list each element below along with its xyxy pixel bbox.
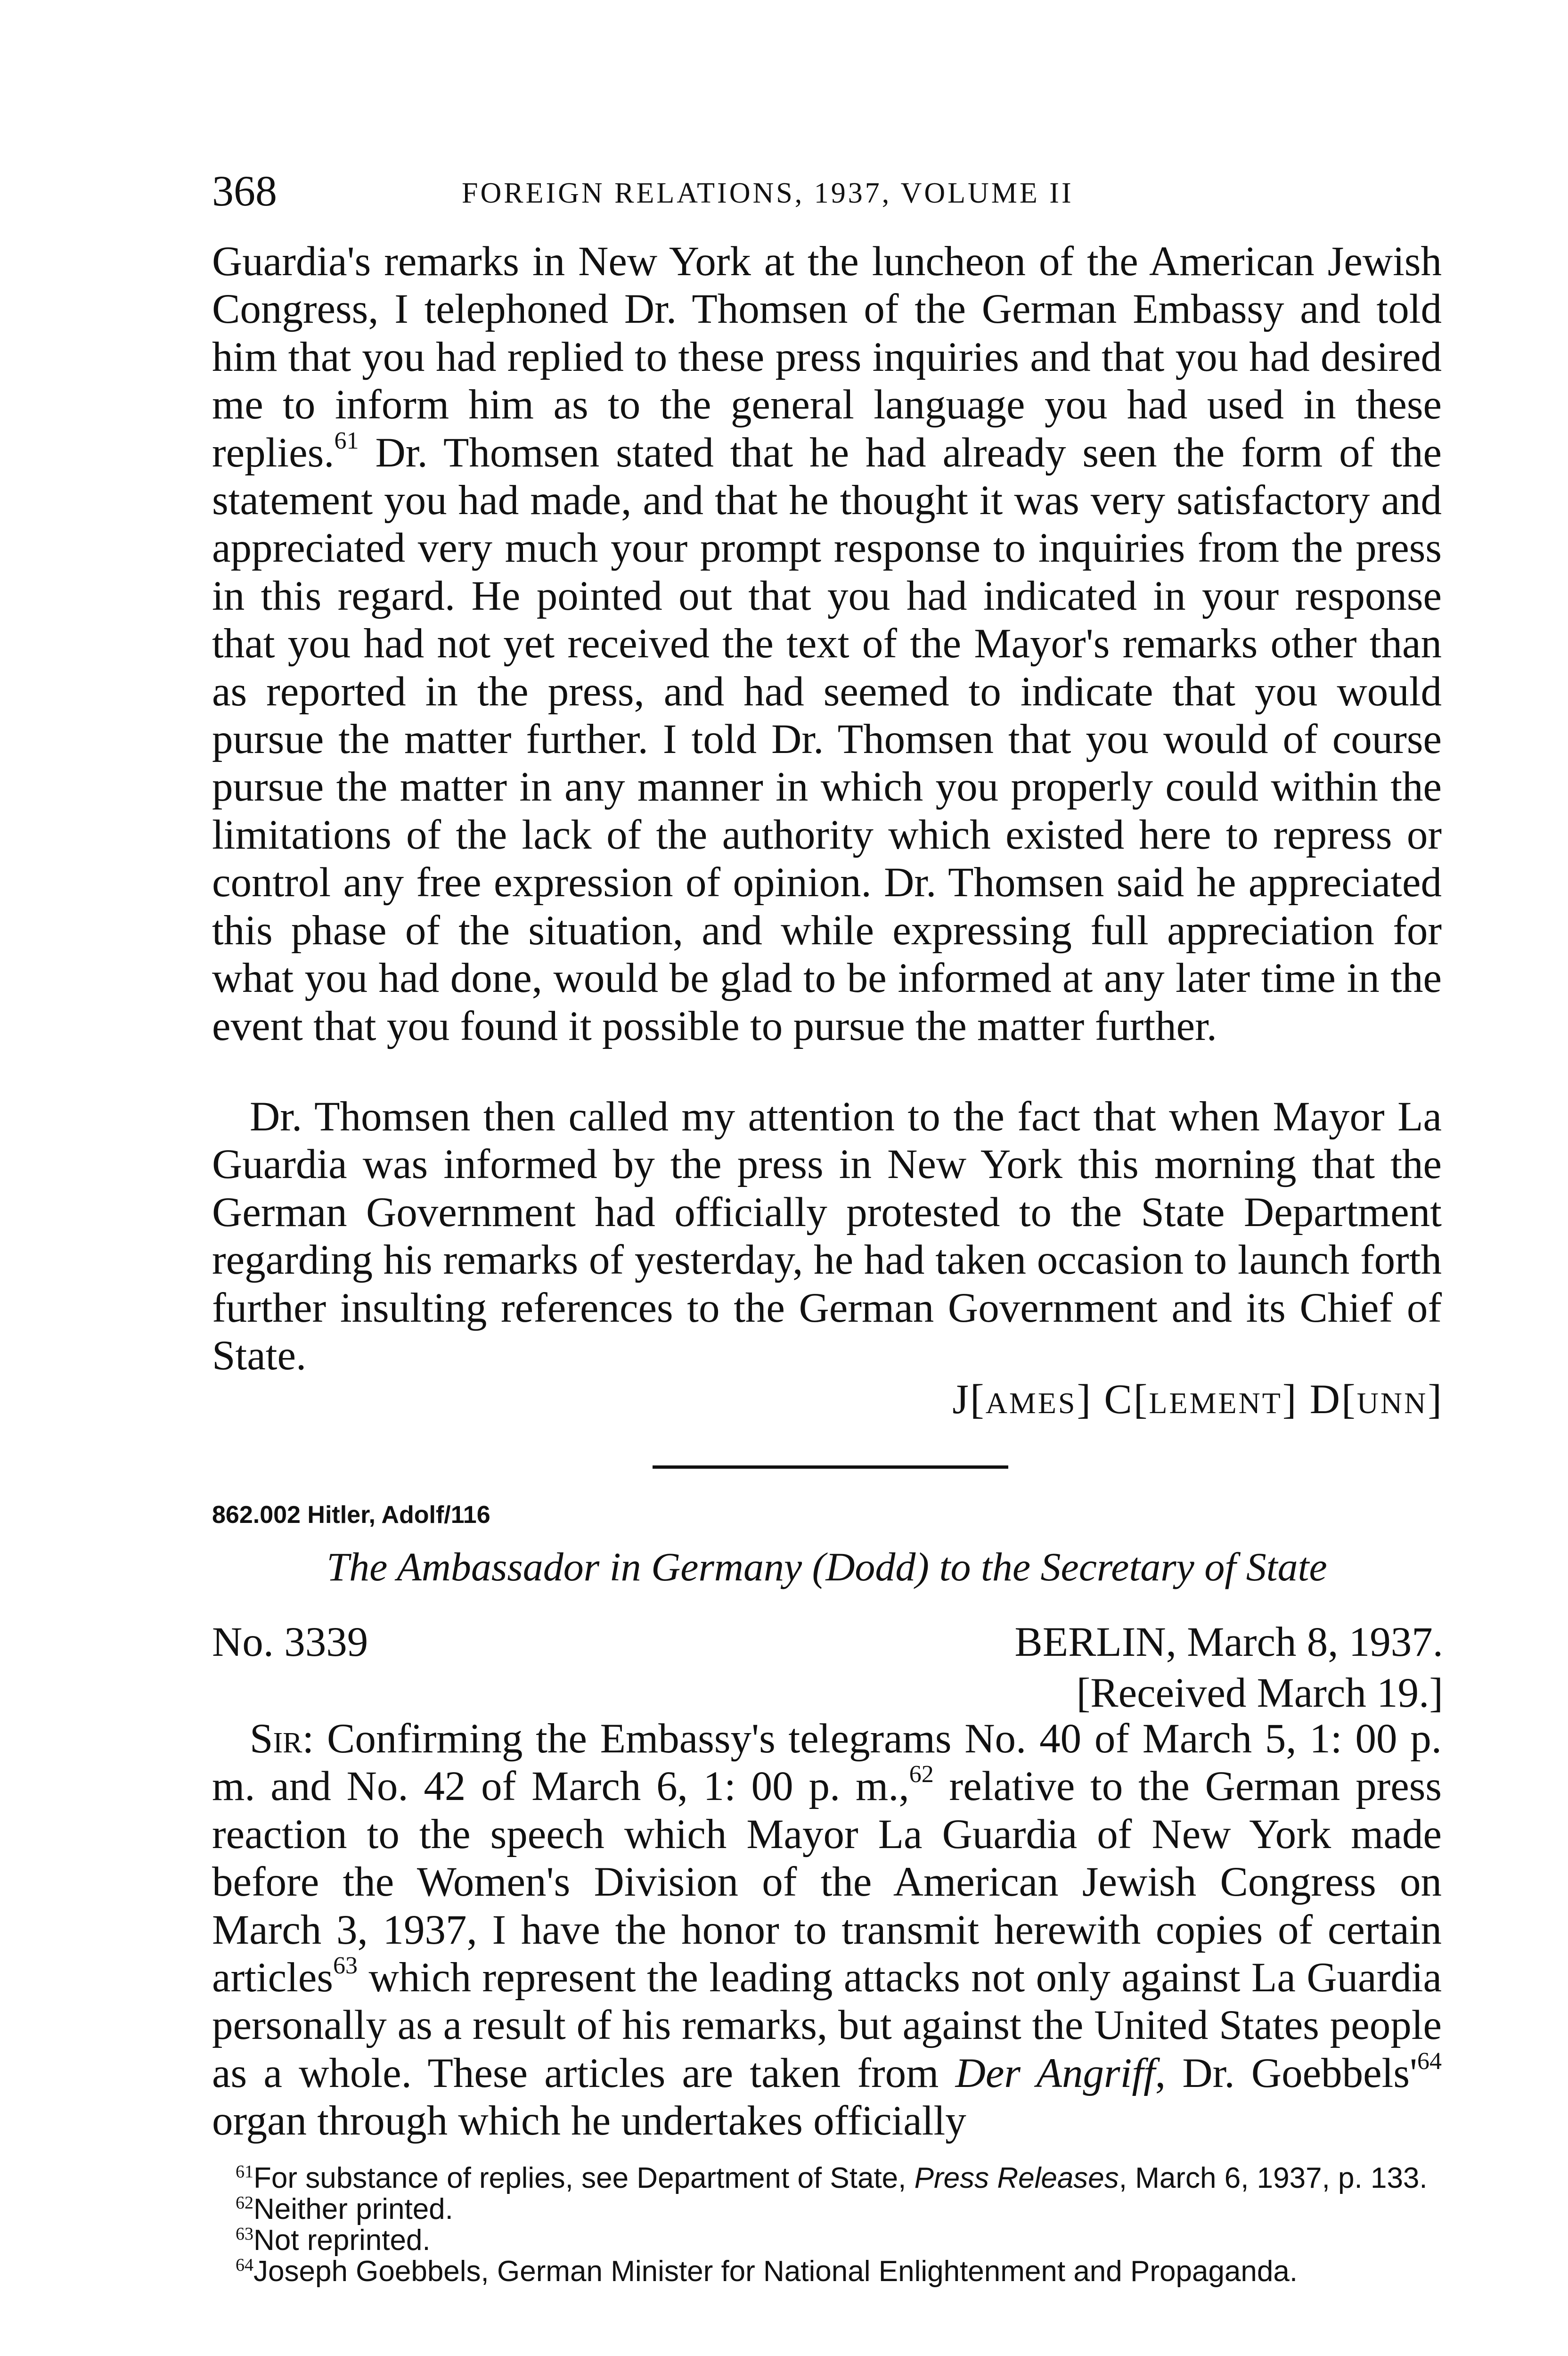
continued-paragraph [212,238,1442,1050]
received-date: [Received March 19.] [1076,1670,1443,1716]
footnote-ref-62: 62 [909,1761,934,1788]
publication-title: Der Angriff [955,2050,1155,2096]
paragraph-2: Dr. Thomsen then called my attention to the fact that when Mayor La Guardia was informed by the press in New York this morning that the German Government had officially protested to the State Department regarding his remarks of yesterday, he had taken occasion to launch forth further insulting references to the German Government and its Chief of State. [212,1094,1442,1379]
signature: J[AMES] C[LEMENT] D[UNN] [952,1376,1443,1423]
place: BERLIN [1014,1619,1166,1665]
salutation: Sir [250,1716,302,1762]
footnote-64: $^{64}$Joseph Goebbels, German Minister for National Enlightenment and Propaganda. [236,2255,1298,2288]
document-number: No. 3339 [212,1619,368,1665]
date: , March 8, 1937. [1166,1619,1443,1665]
footnote-ref-61: 61 [334,427,359,454]
footnote-ref-63: 63 [333,1952,358,1980]
running-head: FOREIGN RELATIONS, 1937, VOLUME II [462,177,1074,209]
footnote-62: $^{62}$Neither printed. [236,2193,453,2225]
page-header [212,163,1446,219]
footnote-61: $^{61}$For substance of replies, see Department of State, Press Releases, March 6, 1937, p. 133. [236,2162,1428,2194]
footnote-ref-64: 64 [1417,2047,1442,2075]
footnote-63: $^{63}$Not reprinted. [236,2224,431,2257]
file-reference: 862.002 Hitler, Adolf/116 [212,1501,490,1529]
page-number: 368 [212,167,277,215]
section-divider [653,1465,1008,1469]
paragraph-text: Dr. Thomsen stated that he had already seen the form of the statement you had made, and that he thought it was very satisfactory and appreciated very much your prompt response to inquiries from the press in this regard. He pointed out that you had indicated in your response that you had not yet received the text of the Mayor's remarks other than as reported in the press, and had seemed to indicate that you would pursue the matter further. I told Dr. Thomsen that you would of course pursue the matter in any manner in which you properly could within the limitations of the lack of the authority which existed here to repress or control any free expression of opinion. Dr. Thomsen said he appreciated this phase of the situation, and while expressing full appreciation for what you had done, would be glad to be informed at any later time in the event that you found it possible to pursue the matter further. [212,429,1442,1049]
place-date [1014,1616,1443,1668]
letter-body: Sir: Confirming the Embassy's telegrams No. 40 of March 5, 1: 00 p. m. and No. 42 of March 6, 1: 00 p. m.,$^{62}$ relative to the German press reaction to the speech which Mayor La Guardia of New York made before the Women's Division of the American Jewish Congress on March 3, 1937, I have the honor to transmit herewith copies of certain articles$^{63}$ which represent the leading attacks not only against La Guardia personally as a result of his remarks, but against the United States people as a whole. These articles are taken from Der Angriff, Dr. Goebbels'$^{64}$ organ through which he undertakes officially [212,1716,1442,2144]
footnotes [212,2163,1442,2287]
paragraph-text: Guardia's remarks in New York at the luncheon of the American Jewish Congress, I telephoned Dr. Thomsen of the German Embassy and told him that you had replied to these press inquiries and that you had desired me to inform him as to the general language you had used in these replies. [212,238,1442,476]
document-title: The Ambassador in Germany (Dodd) to the Secretary of State [327,1544,1327,1589]
